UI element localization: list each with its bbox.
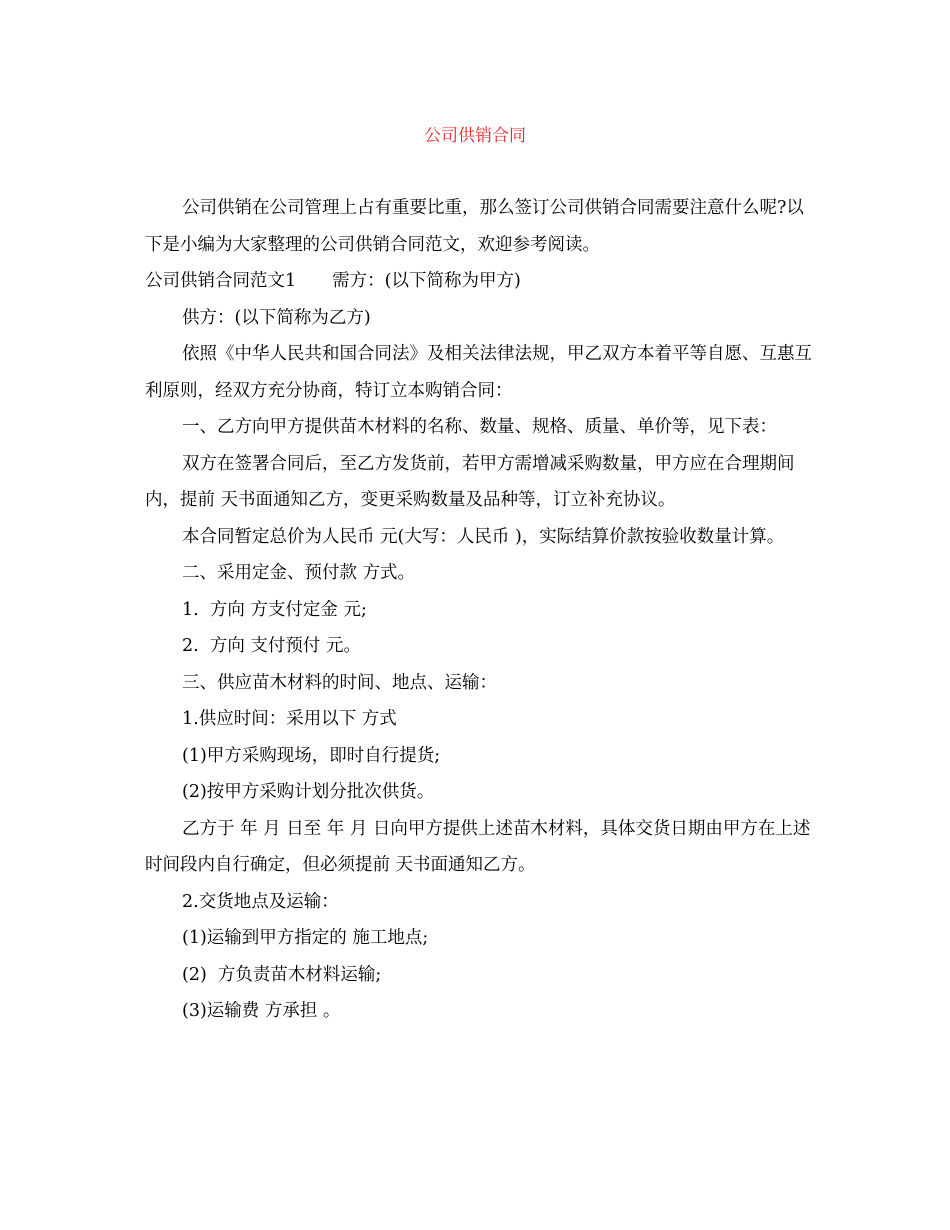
document-body [145,190,817,1030]
sample-heading-line [145,263,817,300]
delivery-place-item: 2.交货地点及运输： [182,891,339,912]
supply-time-item: 1.供应时间：采用以下 方式 [182,709,397,729]
prepayment-item: 2. 方向 支付预付 元。 [182,636,361,656]
supply-option-1: (1)甲方采购现场，即时自行提货; [182,745,441,766]
clause-3-paragraph: 三、供应苗木材料的时间、地点、运输： [182,672,497,693]
seller-line: 供方：(以下简称为乙方) [182,307,371,328]
sample-heading: 公司供销合同范文1 [145,271,297,291]
delivery-date-paragraph: 乙方于 年 月 日至 年 月 日向甲方提供上述苗木材料，具体交货日期由甲方在上述时间段内自行确定，但必须提前 天书面通知乙方。 [145,818,811,875]
document-title: 公司供销合同 [424,126,526,146]
total-price-paragraph: 本合同暂定总价为人民币 元(大写：人民币 )，实际结算价款按验收数量计算。 [182,526,785,547]
clause-2-paragraph: 二、采用定金、预付款 方式。 [182,563,416,583]
deposit-item: 1. 方向 方支付定金 元; [182,599,367,620]
transport-option-3: (3)运输费 方承担 。 [182,1001,341,1021]
clause-1-paragraph: 一、乙方向甲方提供苗木材料的名称、数量、规格、质量、单价等，见下表： [182,417,777,437]
transport-option-2: (2) 方负责苗木材料运输; [182,964,382,985]
buyer-line: 需方：(以下简称为甲方) [332,271,521,291]
supply-option-2: (2)按甲方采购计划分批次供货。 [182,782,435,802]
intro-paragraph: 公司供销在公司管理上占有重要比重，那么签订公司供销合同需要注意什么呢?以下是小编为大家整理的公司供销合同范文，欢迎参考阅读。 [145,198,804,255]
quantity-change-paragraph: 双方在签署合同后，至乙方发货前，若甲方需增减采购数量，甲方应在合理期间内，提前 天书面通知乙方，变更采购数量及品种等，订立补充协议。 [145,453,795,510]
legal-basis-paragraph: 依照《中华人民共和国合同法》及相关法律法规，甲乙双方本着平等自愿、互惠互利原则，经双方充分协商，特订立本购销合同： [145,344,812,401]
transport-option-1: (1)运输到甲方指定的 施工地点; [182,928,429,948]
